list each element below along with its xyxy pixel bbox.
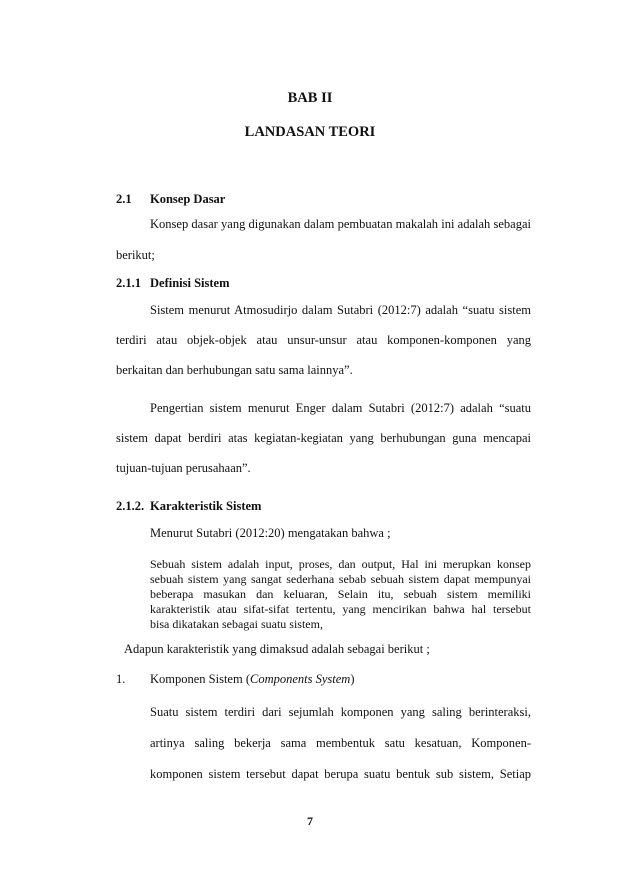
section-2-1-2-heading	[116, 499, 261, 514]
list-item-label-end: )	[350, 672, 355, 686]
paragraph-line: Pengertian sistem menurut Enger dalam Sutabri (2012:7) adalah “suatu	[150, 401, 531, 415]
section-2-1-heading	[116, 192, 225, 207]
quote-line: beberapa masukan dan keluaran, Selain itu, sebuah sistem memiliki	[150, 587, 531, 601]
list-item-label	[150, 672, 355, 687]
section-number: 2.1	[116, 192, 132, 206]
quote-line: bisa dikatakan sebagai suatu sistem,	[150, 617, 323, 631]
section-number: 2.1.2.	[116, 499, 145, 513]
chapter-title: LANDASAN TEORI	[244, 124, 376, 140]
paragraph-line: berkaitan dan berhubungan satu sama lainnya”.	[116, 363, 353, 377]
page-number: 7	[307, 814, 313, 828]
paragraph-line: komponen sistem tersebut dapat berupa suatu bentuk sub sistem, Setiap	[150, 767, 531, 781]
chapter-number: BAB II	[287, 90, 333, 106]
section-2-1-1-heading	[116, 276, 230, 291]
paragraph-line: berikut;	[116, 248, 155, 262]
paragraph-line: terdiri atau objek-objek atau unsur-unsur atau komponen-komponen yang	[116, 333, 531, 347]
paragraph-line: tujuan-tujuan perusahaan”.	[116, 461, 251, 475]
section-title: Konsep Dasar	[150, 192, 226, 206]
paragraph-line: Adapun karakteristik yang dimaksud adalah sebagai berikut ;	[124, 642, 430, 656]
section-title: Karakteristik Sistem	[150, 499, 262, 513]
section-title: Definisi Sistem	[150, 276, 230, 290]
paragraph-line: Menurut Sutabri (2012:20) mengatakan bahwa ;	[150, 526, 391, 540]
quote-line: sebuah sistem yang sangat sederhana sebab sebuah sistem dapat mempunyai	[150, 572, 531, 586]
section-number: 2.1.1	[116, 276, 141, 290]
list-item-label-text: Komponen Sistem (	[150, 672, 250, 686]
list-item-number: 1.	[116, 672, 126, 686]
paragraph-line: Suatu sistem terdiri dari sejumlah komponen yang saling berinteraksi,	[150, 705, 531, 719]
list-item-label-italic: Components System	[250, 672, 351, 686]
paragraph-line: Konsep dasar yang digunakan dalam pembuatan makalah ini adalah sebagai	[150, 217, 531, 231]
paragraph-line: artinya saling bekerja sama membentuk satu kesatuan, Komponen-	[150, 736, 531, 750]
paragraph-line: sistem dapat berdiri atas kegiatan-kegiatan yang berhubungan guna mencapai	[116, 431, 531, 445]
quote-line: Sebuah sistem adalah input, proses, dan output, Hal ini merupkan konsep	[150, 557, 531, 571]
quote-line: karakteristik atau sifat-sifat tertentu, yang mencirikan bahwa hal tersebut	[150, 602, 531, 616]
paragraph-line: Sistem menurut Atmosudirjo dalam Sutabri (2012:7) adalah “suatu sistem	[150, 303, 531, 317]
